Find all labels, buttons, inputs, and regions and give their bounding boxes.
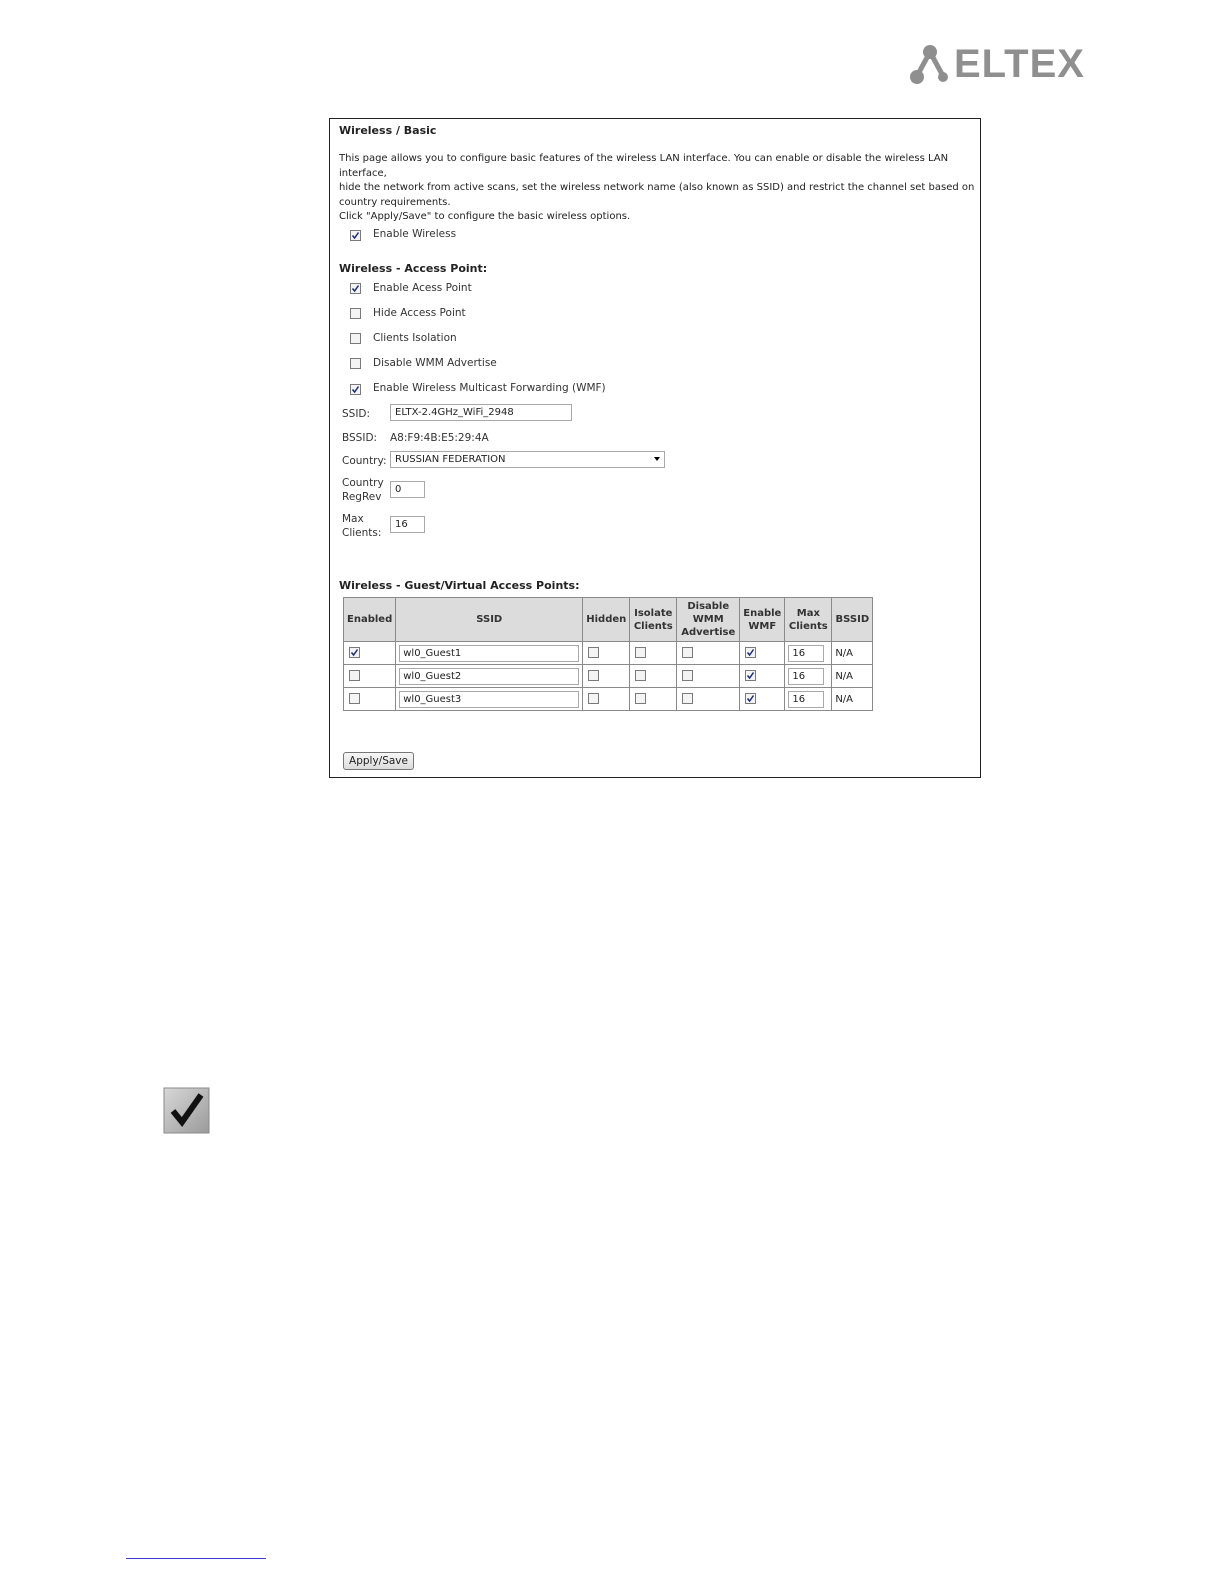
check-icon [351,284,360,293]
table-header-row [344,598,873,642]
guest-max-clients-input[interactable]: 16 [788,668,824,685]
guest-wmf-checkbox[interactable] [745,693,756,704]
check-icon [351,385,360,394]
regrev-input[interactable]: 0 [390,481,425,498]
country-select[interactable] [390,451,665,468]
guest-wmf-checkbox[interactable] [745,647,756,658]
check-icon [746,648,755,657]
page-title: Wireless / Basic [339,124,437,137]
country-label: Country: [342,455,387,467]
col-enable-wmf: Enable WMF [740,598,785,642]
guest-enabled-checkbox[interactable] [349,670,360,681]
max-clients-label-line1: Max [342,513,364,525]
col-enabled: Enabled [344,598,396,642]
enable-access-point-label: Enable Acess Point [373,282,472,294]
regrev-label-line2: RegRev [342,491,382,503]
bssid-label: BSSID: [342,432,378,444]
table-row [344,642,873,665]
note-check-icon [163,1087,210,1134]
guest-max-clients-input[interactable]: 16 [788,691,824,708]
country-selected-value: RUSSIAN FEDERATION [395,454,506,465]
enable-wmf-label: Enable Wireless Multicast Forwarding (WMF) [373,382,606,394]
guest-ssid-input[interactable]: wl0_Guest3 [399,691,579,708]
dropdown-arrow-icon [654,457,660,461]
ssid-label: SSID: [342,408,371,420]
col-hidden: Hidden [583,598,630,642]
guest-isolate-checkbox[interactable] [635,670,646,681]
regrev-label-line1: Country [342,477,384,489]
guest-wmm-checkbox[interactable] [682,693,693,704]
guest-ssid-input[interactable]: wl0_Guest2 [399,668,579,685]
guest-wmm-checkbox[interactable] [682,647,693,658]
col-disable-wmm: Disable WMM Advertise [677,598,740,642]
description-line: hide the network from active scans, set the wireless network name (also known as SSID) and restrict the channel set based on [339,182,975,193]
apply-save-button[interactable]: Apply/Save [343,752,414,770]
col-bssid: BSSID [832,598,873,642]
disable-wmm-label: Disable WMM Advertise [373,357,497,369]
guest-hidden-checkbox[interactable] [588,647,599,658]
bssid-value: A8:F9:4B:E5:29:4A [390,432,489,444]
guest-enabled-checkbox[interactable] [349,647,360,658]
clients-isolation-checkbox[interactable] [350,333,361,344]
max-clients-label-line2: Clients: [342,527,382,539]
check-icon [746,694,755,703]
guest-ap-heading: Wireless - Guest/Virtual Access Points: [339,579,580,592]
guest-max-clients-input[interactable]: 16 [788,645,824,662]
description-line: This page allows you to configure basic features of the wireless LAN interface. You can enable or disable the wireless LAN interface, [339,153,949,179]
ssid-input[interactable]: ELTX-2.4GHz_WiFi_2948 [390,404,572,421]
guest-hidden-checkbox[interactable] [588,670,599,681]
eltex-logo [908,42,1085,86]
guest-bssid-value: N/A [832,688,873,711]
enable-wmf-checkbox[interactable] [350,384,361,395]
wireless-basic-panel [329,118,981,778]
guest-wmm-checkbox[interactable] [682,670,693,681]
guest-bssid-value: N/A [832,665,873,688]
check-icon [350,648,359,657]
description-line: Click "Apply/Save" to configure the basic wireless options. [339,211,631,222]
guest-enabled-checkbox[interactable] [349,693,360,704]
guest-isolate-checkbox[interactable] [635,647,646,658]
eltex-logo-mark-icon [908,44,952,86]
table-row [344,688,873,711]
footer-divider [126,1558,266,1559]
guest-hidden-checkbox[interactable] [588,693,599,704]
guest-ap-table [343,597,873,711]
access-point-heading: Wireless - Access Point: [339,262,488,275]
check-icon [351,231,360,240]
guest-wmf-checkbox[interactable] [745,670,756,681]
col-max-clients: Max Clients [785,598,832,642]
max-clients-input[interactable]: 16 [390,516,425,533]
description-line: country requirements. [339,196,451,208]
check-icon [746,671,755,680]
page-description [339,152,979,225]
guest-isolate-checkbox[interactable] [635,693,646,704]
hide-access-point-label: Hide Access Point [373,307,466,319]
clients-isolation-label: Clients Isolation [373,332,457,344]
guest-ssid-input[interactable]: wl0_Guest1 [399,645,579,662]
enable-access-point-checkbox[interactable] [350,283,361,294]
col-isolate: Isolate Clients [630,598,677,642]
hide-access-point-checkbox[interactable] [350,308,361,319]
enable-wireless-label: Enable Wireless [373,228,457,240]
disable-wmm-checkbox[interactable] [350,358,361,369]
logo-text: ELTEX [954,42,1085,86]
col-ssid: SSID [396,598,583,642]
table-row [344,665,873,688]
enable-wireless-checkbox[interactable] [350,230,361,241]
guest-bssid-value: N/A [832,642,873,665]
